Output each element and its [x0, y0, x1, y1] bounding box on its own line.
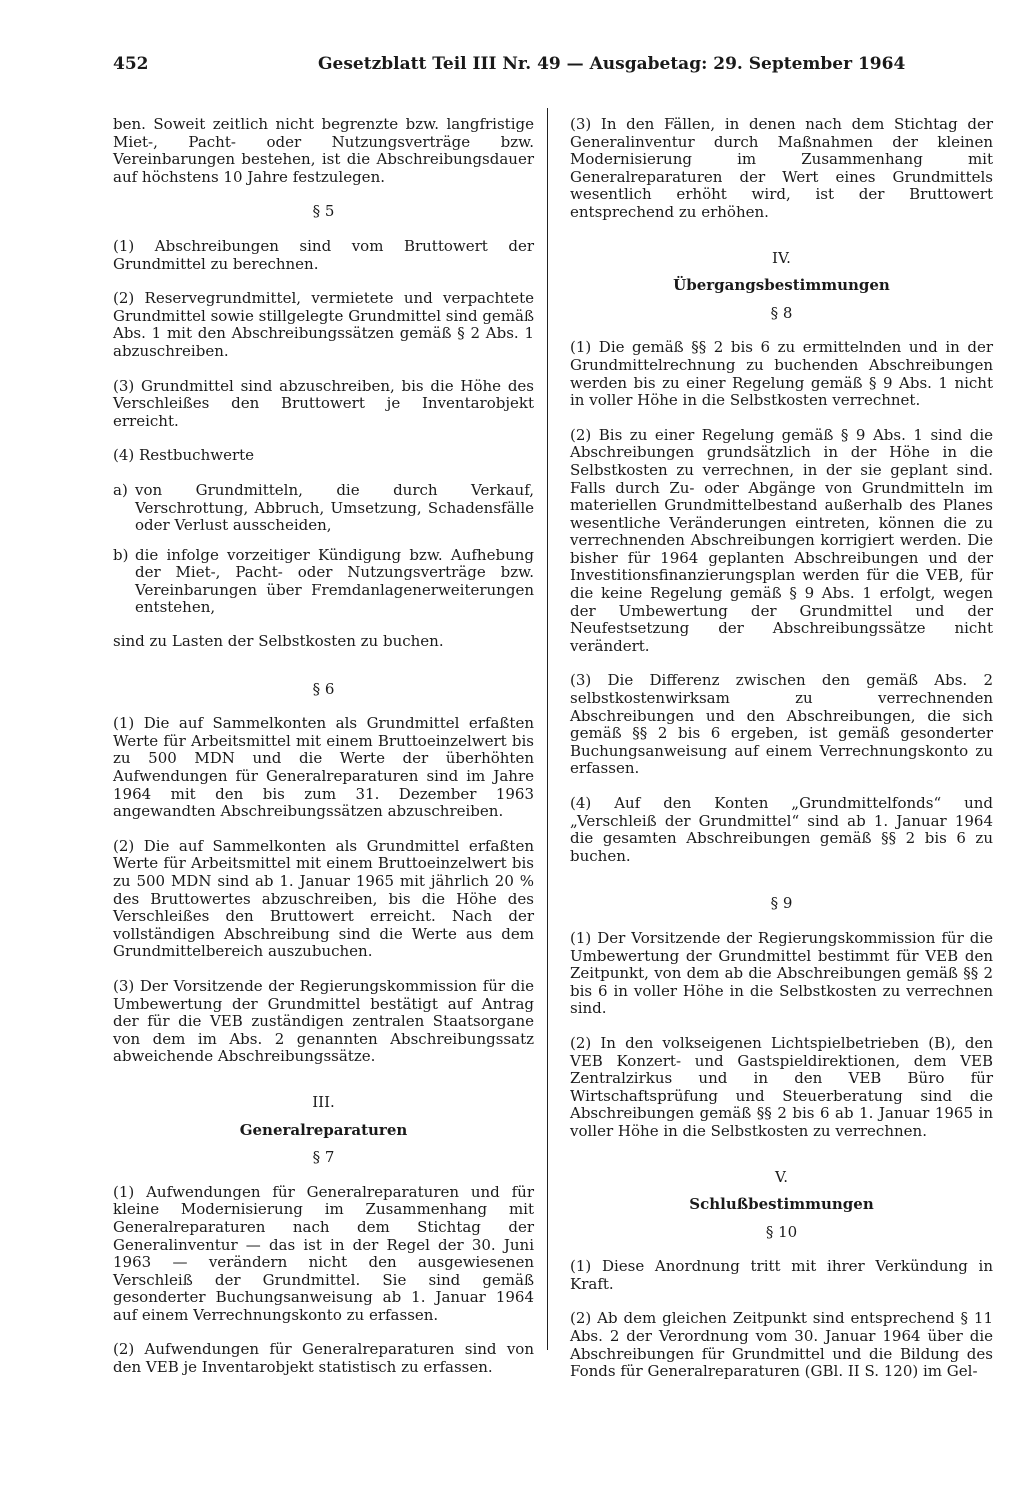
paragraph: (1) Die auf Sammelkonten als Grundmittel erfaßten Werte für Arbeitsmittel mit einem Bruttoeinzelwert bis zu 500 MDN und die Werte der überhöhten Aufwendungen für Generalreparaturen sind im Jahre 1964 mit den bis zum 31. Dezember 1963 angewandten Abschreibungssätzen abzuschreiben.	[113, 714, 534, 821]
paragraph: (4) Restbuchwerte	[113, 446, 255, 465]
paragraph: (3) Die Differenz zwischen den gemäß Abs. 2 selbstkostenwirksam zu verrechnenden Abschreibungen und den Abschreibungen, die sich gemäß §§ 2 bis 6 ergeben, ist gemäß gesonderter Buchungsanweisung auf einem Verrechnungskonto zu erfassen.	[570, 671, 993, 778]
section-heading-10: § 10	[765, 1222, 798, 1241]
list-item-a	[113, 482, 534, 535]
page-header	[0, 54, 1024, 84]
paragraph: (1) Die gemäß §§ 2 bis 6 zu ermittelnden und in der Grundmittelrechnung zu buchenden Abschreibungen werden bis zu einer Regelung gemäß § 9 Abs. 1 nicht in voller Höhe in die Selbstkosten verrechnet.	[570, 338, 993, 410]
part-title-5: Schlußbestimmungen	[689, 1195, 874, 1214]
paragraph: (4) Auf den Konten „Grundmittelfonds“ und „Verschleiß der Grundmittel“ sind ab 1. Januar 1964 die gesamten Abschreibungen gemäß §§ 2 bis 6 zu buchen.	[570, 794, 993, 865]
part-title-4: Übergangsbestimmungen	[673, 276, 890, 295]
paragraph: sind zu Lasten der Selbstkosten zu buchen.	[113, 632, 444, 651]
page-number: 452	[113, 54, 149, 74]
part-heading-5: V.	[775, 1167, 788, 1186]
section-heading-6: § 6	[312, 679, 335, 698]
list-marker: a)	[113, 480, 128, 499]
paragraph: (3) Grundmittel sind abzuschreiben, bis die Höhe des Verschleißes den Bruttowert je Inventarobjekt erreicht.	[113, 376, 534, 430]
list-item-text: die infolge vorzeitiger Kündigung bzw. Aufhebung der Miet-, Pacht- oder Nutzungsverträge bzw. Vereinbarungen über Fremdanlagenerweiterungen entstehen,	[135, 545, 534, 617]
list-item-text: von Grundmitteln, die durch Verkauf, Verschrottung, Abbruch, Umsetzung, Schadensfälle oder Verlust ausscheiden,	[135, 480, 534, 535]
list-marker: b)	[113, 545, 129, 564]
paragraph: (2) Ab dem gleichen Zeitpunkt sind entsprechend § 11 Abs. 2 der Verordnung vom 30. Januar 1964 über die Abschreibungen für Grundmittel und die Bildung des Fonds für Generalreparaturen (GBl. II S. 120) im Gel-	[570, 1309, 993, 1381]
paragraph: (3) In den Fällen, in denen nach dem Stichtag der Generalinventur durch Maßnahmen der kleinen Modernisierung im Zusammenhang mit Generalreparaturen der Wert eines Grundmittels wesentlich erhöht wird, ist der Bruttowert entsprechend zu erhöhen.	[570, 115, 993, 221]
section-heading-9: § 9	[770, 894, 793, 913]
left-column	[113, 116, 534, 1394]
part-heading-3: III.	[312, 1092, 335, 1111]
paragraph: (2) Die auf Sammelkonten als Grundmittel erfaßten Werte für Arbeitsmittel mit einem Bruttoeinzelwert bis zu 500 MDN sind ab 1. Januar 1965 mit jährlich 20 % des Bruttowertes abzuschreiben, bis die Höhe des Verschleißes den Bruttowert erreicht. Nach der vollständigen Abschreibung sind die Werte aus dem Grundmittelbereich auszubuchen.	[113, 836, 534, 961]
section-heading-8: § 8	[770, 303, 793, 322]
paragraph-intro: ben. Soweit zeitlich nicht begrenzte bzw. langfristige Miet-, Pacht- oder Nutzungsverträge bzw. Vereinbarungen bestehen, ist die Abschreibungsdauer auf höchstens 10 Jahre festzulegen.	[113, 115, 534, 186]
part-title-3: Generalreparaturen	[239, 1120, 408, 1139]
paragraph: (1) Aufwendungen für Generalreparaturen und für kleine Modernisierung im Zusammenhang mit Generalreparaturen nach dem Stichtag der Generalinventur — das ist in der Regel der 30. Juni 1963 — verändern nicht den ausgewiesenen Verschleiß der Grundmittel. Sie sind gemäß gesonderter Buchungsanweisung ab 1. Januar 1964 auf einem Verrechnungskonto zu erfassen.	[113, 1182, 534, 1324]
part-heading-4: IV.	[772, 248, 791, 267]
paragraph: (2) Aufwendungen für Generalreparaturen sind von den VEB je Inventarobjekt statistisch zu erfassen.	[113, 1340, 534, 1377]
gazette-title: Gesetzblatt Teil III Nr. 49 — Ausgabetag: 29. September 1964	[318, 54, 906, 74]
column-divider	[547, 108, 548, 1350]
paragraph: (1) Der Vorsitzende der Regierungskommission für die Umbewertung der Grundmittel bestimmt für VEB den Zeitpunkt, von dem ab die Abschreibungen gemäß §§ 2 bis 6 in voller Höhe in die Selbstkosten zu verrechnen sind.	[570, 928, 993, 1018]
paragraph: (1) Abschreibungen sind vom Bruttowert der Grundmittel zu berechnen.	[113, 236, 534, 273]
restbuchwerte-list	[113, 482, 534, 617]
paragraph: (1) Diese Anordnung tritt mit ihrer Verkündung in Kraft.	[570, 1257, 993, 1293]
list-item-b	[113, 547, 534, 617]
paragraph: (2) Reservegrundmittel, vermietete und verpachtete Grundmittel sowie stillgelegte Grundmittel sind gemäß Abs. 1 mit den Abschreibungssätzen gemäß § 2 Abs. 1 abzuschreiben.	[113, 289, 534, 360]
right-column	[570, 116, 993, 1398]
paragraph: (3) Der Vorsitzende der Regierungskommission für die Umbewertung der Grundmittel bestätigt auf Antrag der für die VEB zuständigen zentralen Staatsorgane von dem im Abs. 2 genannten Abschreibungssatz abweichende Abschreibungssätze.	[113, 976, 534, 1066]
paragraph: (2) Bis zu einer Regelung gemäß § 9 Abs. 1 sind die Abschreibungen grundsätzlich in der Höhe in die Selbstkosten zu verrechnen, in der sie geplant sind. Falls durch Zu- oder Abgänge von Grundmitteln im materiellen Grundmittelbestand außerhalb des Planes wesentliche Veränderungen eintreten, können die zu verrechnenden Abschreibungen korrigiert werden. Die bisher für 1964 geplanten Abschreibungen und der Investitionsfinanzierungsplan werden für die VEB, für die keine Regelung gemäß § 9 Abs. 1 erfolgt, wegen der Umbewertung der Grundmittel und der Neufestsetzung der Abschreibungssätze nicht verändert.	[570, 425, 993, 655]
paragraph: (2) In den volkseigenen Lichtspielbetrieben (B), den VEB Konzert- und Gastspieldirektionen, dem VEB Zentralzirkus und in den VEB Büro für Wirtschaftsprüfung und Steuerberatung sind die Abschreibungen gemäß §§ 2 bis 6 ab 1. Januar 1965 in voller Höhe in die Selbstkosten zu verrechnen.	[570, 1033, 993, 1140]
section-heading-5: § 5	[312, 202, 335, 221]
section-heading-7: § 7	[312, 1148, 335, 1167]
